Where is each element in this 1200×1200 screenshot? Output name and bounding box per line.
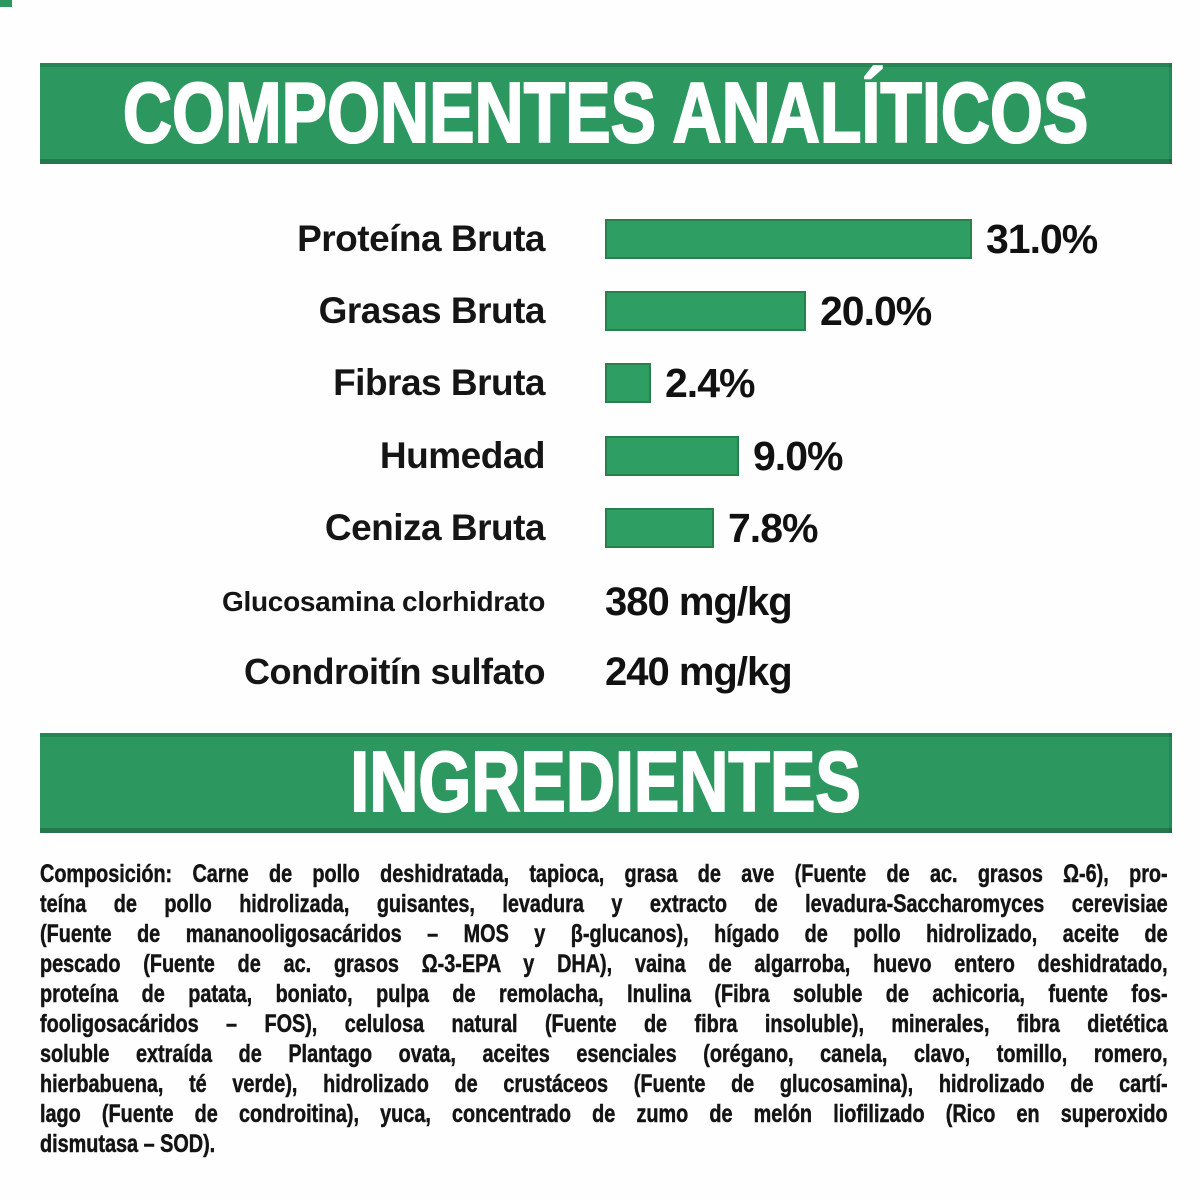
row-value: 2.4% [665,359,755,406]
bar-area [605,506,817,550]
chart-row [0,580,1200,624]
bar-area [605,217,1097,261]
analytical-components-title: COMPONENTES ANALÍTICOS [123,65,1089,161]
composition-line: (Fuente de mananooligosacáridos – MOS y β-glucanos), hígado de pollo hidrolizado, aceite de [40,920,1168,948]
bar-area [605,434,842,478]
row-label: Ceniza Bruta [324,507,545,548]
row-value: 240 mg/kg [605,649,792,694]
chart-row [0,289,1200,333]
composition-line: soluble extraída de Plantago ovata, aceites esenciales (orégano, canela, clavo, tomillo, romero, [40,1040,1168,1068]
row-value: 9.0% [753,432,843,479]
bar-area [605,650,792,694]
bar [605,219,972,259]
composition-paragraph [40,859,1168,1159]
composition-line: teína de pollo hidrolizada, guisantes, levadura y extracto de levadura-Saccharomyces cerevisiae [40,890,1168,918]
chart-row [0,506,1200,550]
bar [605,436,739,476]
bar [605,508,714,548]
chart-row [0,361,1200,405]
composition-line: lago (Fuente de condroitina), yuca, concentrado de zumo de melón liofilizado (Rico en superoxido [40,1100,1168,1128]
composition-line: dismutasa – SOD). [40,1130,216,1158]
bar-area [605,289,931,333]
bar [605,363,651,403]
row-label: Proteína Bruta [297,218,545,259]
bar-area [605,361,754,405]
row-label: Glucosamina clorhidrato [222,586,545,617]
chart-row [0,434,1200,478]
crop-remnant-block [0,0,12,7]
row-label: Humedad [379,435,545,476]
row-value: 31.0% [986,215,1098,262]
bar [605,291,806,331]
composition-line: hierbabuena, té verde), hidrolizado de crustáceos (Fuente de glucosamina), hidrolizado de cartí- [40,1070,1168,1098]
chart-row [0,650,1200,694]
row-label: Condroitín sulfato [244,651,545,692]
row-value: 20.0% [820,287,932,334]
chart-row [0,217,1200,261]
row-label: Grasas Bruta [318,290,545,331]
bar-area [605,580,792,624]
row-label: Fibras Bruta [333,362,545,403]
analytical-components-banner [40,63,1172,164]
row-value: 7.8% [728,504,818,551]
ingredients-banner [40,733,1172,833]
row-value: 380 mg/kg [605,579,792,624]
composition-line: pescado (Fuente de ac. grasos Ω-3-EPA y DHA), vaina de algarroba, huevo entero deshidratado, [40,950,1168,978]
ingredients-title: INGREDIENTES [350,735,862,830]
composition-line: proteína de patata, boniato, pulpa de remolacha, Inulina (Fibra soluble de achicoria, fuente fos- [40,980,1168,1008]
composition-line: fooligosacáridos – FOS), celulosa natural (Fuente de fibra insoluble), minerales, fibra dietética [40,1010,1168,1038]
composition-line: Composición: Carne de pollo deshidratada, tapioca, grasa de ave (Fuente de ac. grasos Ω-6), pro- [40,860,1168,888]
